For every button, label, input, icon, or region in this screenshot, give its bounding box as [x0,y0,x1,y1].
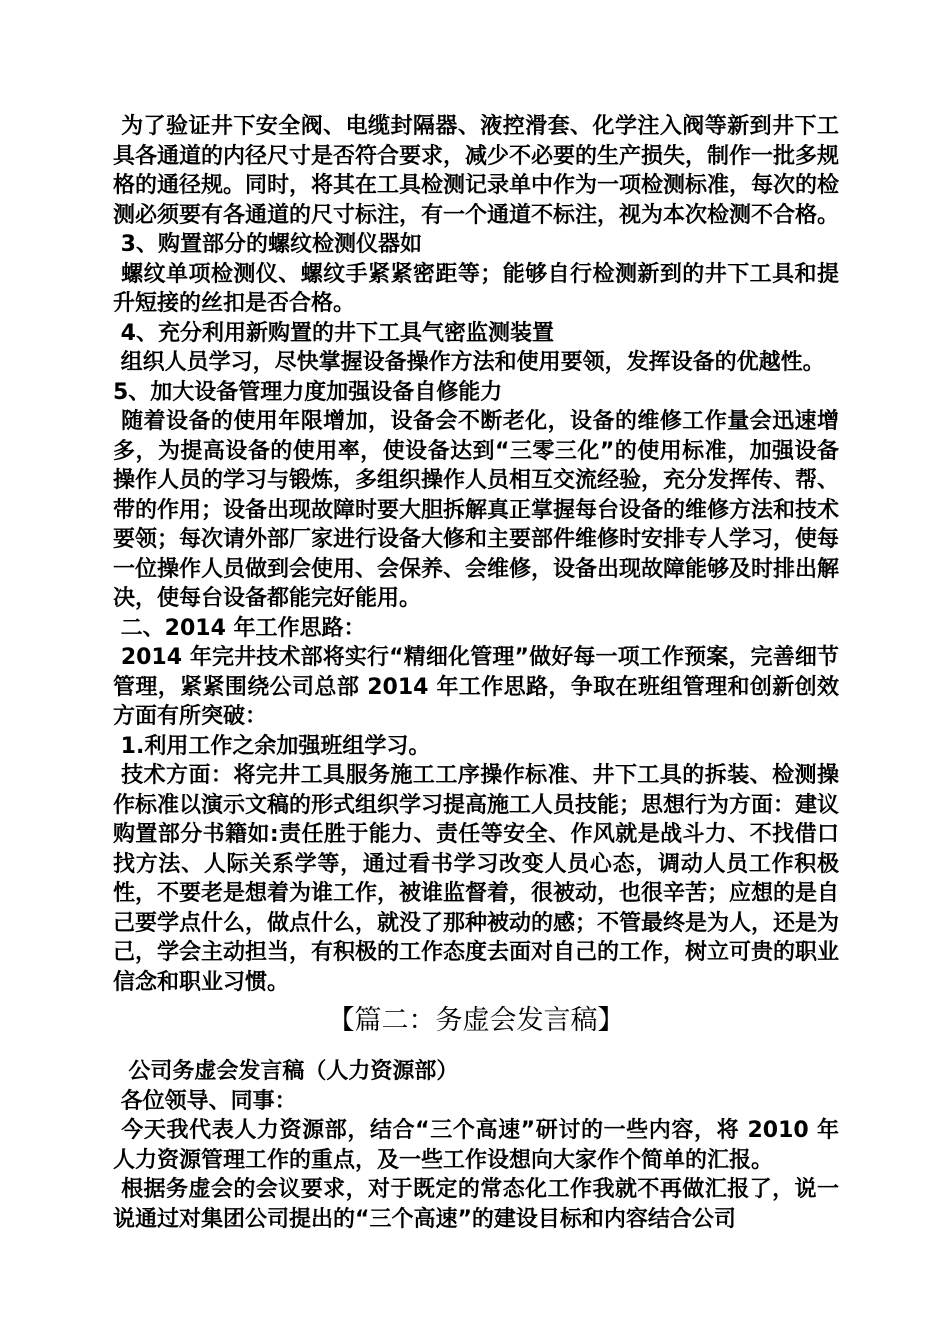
document-page [113,112,839,1234]
item-5-heading: 5、加大设备管理力度加强设备自修能力 [113,379,503,405]
paragraph-gauge-making: 为了验证井下安全阀、电缆封隔器、液控滑套、化学注入阀等新到井下工具各通道的内径尺寸是否符合要求，减少不必要的生产损失，制作一批多规格的通径规。同时，将其在工具检测记录单中作为一项检测标准，每次的检测必须要有各通道的尺寸标注，有一个通道不标注，视为本次检测不合格。 [113,114,840,228]
paragraph-equipment-maintenance: 随着设备的使用年限增加，设备会不断老化，设备的维修工作量会迅速增多，为提高设备的使用率，使设备达到“三零三化”的使用标准，加强设备操作人员的学习与锻炼，多组织操作人员相互交流经验，充分发挥传、帮、带的作用；设备出现故障时要大胆拆解真正掌握每台设备的维修方法和技术要领；每次请外部厂家进行设备大修和主要部件维修时安排专人学习，使每一位操作人员做到会使用、会保养、会维修，设备出现故障能够及时排出解决，使每台设备都能完好能用。 [113,409,840,611]
item-3-heading: 3、购置部分的螺纹检测仪器如 [113,232,422,257]
section-title: 【篇二：务虚会发言稿】 [327,1005,625,1036]
paragraph-staff-training: 组织人员学习，尽快掌握设备操作方法和使用要领，发挥设备的优越性。 [113,350,825,375]
paragraph-2014-plan: 2014 年完井技术部将实行“精细化管理”做好每一项工作预案，完善细节管理，紧紧围绕公司总部 2014 年工作思路，争取在班组管理和创新创效方面有所突破： [113,645,839,729]
section-2014-heading: 二、2014 年工作思路： [113,615,366,641]
paragraph-thread-instruments: 螺纹单项检测仪、螺纹手紧紧密距等；能够自行检测新到的井下工具和提升短接的丝扣是否合格。 [113,261,839,316]
paragraph-technical-learning: 技术方面：将完井工具服务施工工序操作标准、井下工具的拆装、检测操作标准以演示文稿的形式组织学习提高施工人员技能；思想行为方面：建议购置部分书籍如:责任胜于能力、责任等安全、作风就是战斗力、不找借口找方法、人际关系学等，通过看书学习改变人员心态，调动人员工作积极性，不要老是想着为谁工作，被谁监督着，很被动，也很辛苦；应想的是自己要学点什么，做点什么，就没了那种被动的感；不管最终是为人，还是为己，学会主动担当，有积极的工作态度去面对自己的工作，树立可贵的职业信念和职业习惯。 [113,763,840,995]
item-1-heading: 1.利用工作之余加强班组学习。 [113,733,431,759]
speech-title: 公司务虚会发言稿（人力资源部） [113,1059,459,1084]
item-4-heading: 4、充分利用新购置的井下工具气密监测装置 [113,320,554,346]
salutation: 各位领导、同事： [113,1088,297,1114]
paragraph-intro: 今天我代表人力资源部，结合“三个高速”研讨的一些内容，将 2010 年人力资源管理工作的重点，及一些工作设想向大家作个简单的汇报。 [113,1118,839,1173]
paragraph-meeting-requirements: 根据务虚会的会议要求，对于既定的常态化工作我就不再做汇报了，说一说通过对集团公司提出的“三个高速”的建设目标和内容结合公司 [113,1177,839,1232]
